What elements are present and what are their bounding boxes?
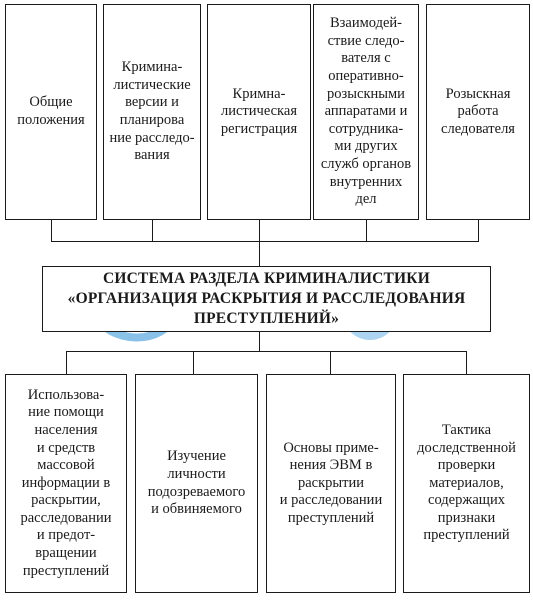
bottom-box-label: Изучение личности подозреваемого и обвиняемого xyxy=(147,448,246,518)
connector-bottom-bus xyxy=(66,351,466,352)
bottom-box-preinvestigation-tactics xyxy=(403,374,530,593)
top-box-criminalistic-registration xyxy=(207,4,311,220)
bottom-box-public-assistance xyxy=(5,374,127,593)
top-box-general-provisions xyxy=(5,4,97,220)
top-box-label: Общие положения xyxy=(17,94,85,128)
connector-bottom-1 xyxy=(66,351,67,375)
connector-top-bus xyxy=(51,241,479,242)
bottom-box-computer-use xyxy=(266,374,396,593)
bottom-box-suspect-personality xyxy=(135,374,258,593)
top-box-investigator-interaction xyxy=(313,4,419,220)
connector-bottom-3 xyxy=(330,351,331,375)
connector-top-1 xyxy=(51,220,52,242)
connector-bottom-2 xyxy=(193,351,194,375)
bottom-box-label: Использова- ние помощи населения и средств массовой информации в раскрытии, расследовании и предот- вращении преступлений xyxy=(20,386,112,579)
bottom-box-label: Тактика доследственной проверки материалов, содержащих признаки преступлений xyxy=(417,421,516,544)
top-box-label: Кримна- листическая регистрация xyxy=(220,85,298,137)
connector-top-5 xyxy=(478,220,479,242)
connector-bottom-4 xyxy=(466,351,467,375)
bottom-box-label: Основы приме- нения ЭВМ в раскрытии и расследовании преступлений xyxy=(279,439,383,526)
connector-top-4 xyxy=(366,220,367,242)
connector-top-2 xyxy=(152,220,153,242)
center-box-label: СИСТЕМА РАЗДЕЛА КРИМИНАЛИСТИКИ «ОРГАНИЗАЦИЯ РАСКРЫТИЯ И РАССЛЕДОВАНИЯ ПРЕСТУПЛЕНИЙ» xyxy=(67,270,466,327)
top-box-label: Кримина- листические версии и планирова ние расследо- вания xyxy=(109,59,195,164)
top-box-criminalistic-versions xyxy=(103,4,201,220)
connector-top-3 xyxy=(259,220,260,267)
top-box-search-work xyxy=(426,4,530,220)
connector-bottom-center xyxy=(259,332,260,352)
center-box-system-title xyxy=(42,266,491,332)
top-box-label: Розыскная работа следователя xyxy=(441,85,515,137)
top-box-label: Взаимодей- ствие следо- вателя с оперативно- розыскными аппаратами и сотрудника- ми других служб органов внутренних дел xyxy=(320,15,412,208)
